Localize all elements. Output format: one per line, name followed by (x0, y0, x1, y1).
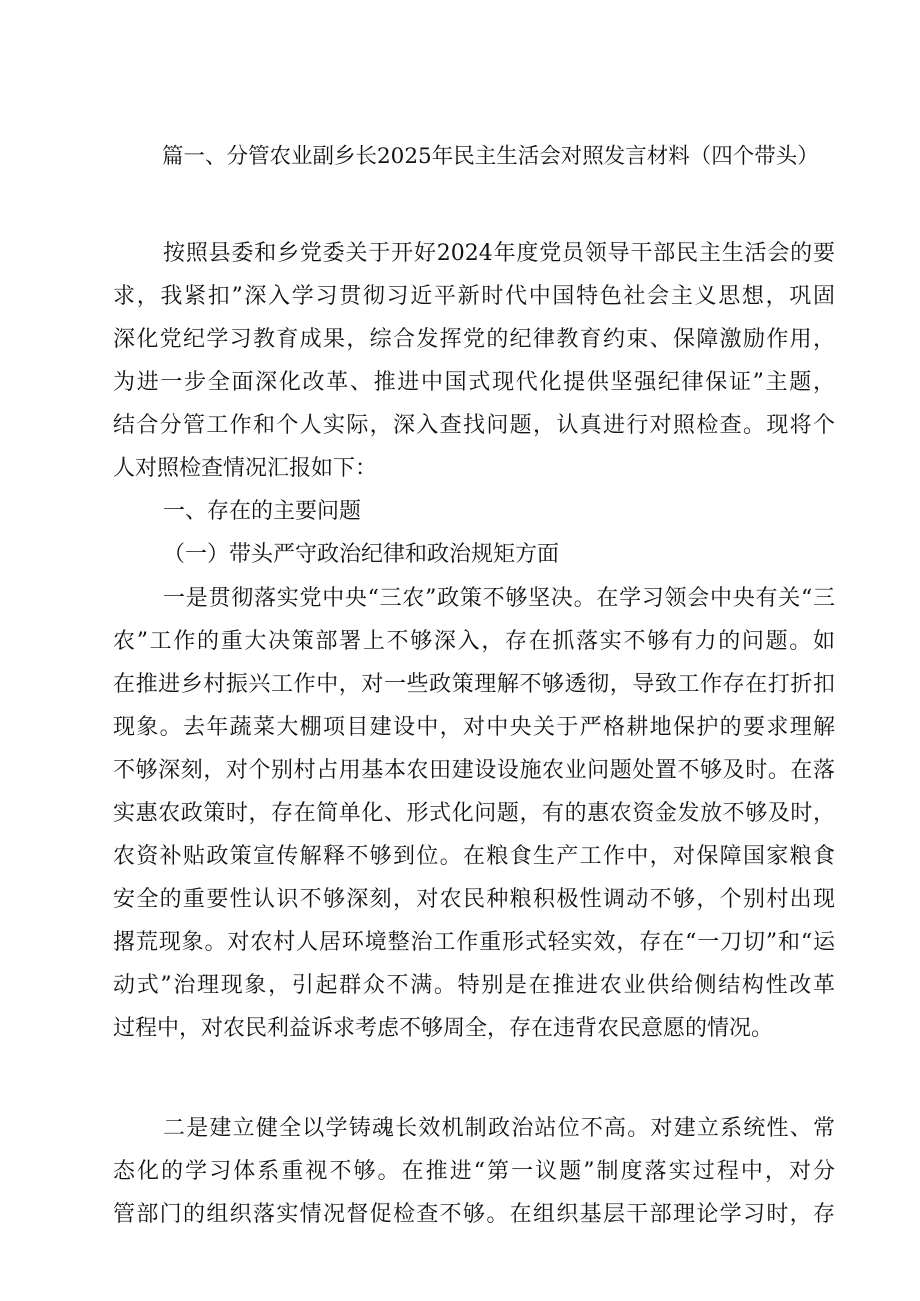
subsection-heading: （一）带头严守政治纪律和政治规矩方面 (163, 542, 560, 567)
paragraph-line: 动式”治理现象，引起群众不满。特别是在推进农业供给侧结构性改革 (113, 973, 835, 998)
paragraph-line: 实惠农政策时，存在简单化、形式化问题，有的惠农资金发放不够及时， (113, 801, 835, 826)
paragraph-line: 安全的重要性认识不够深刻，对农民种粮积极性调动不够，个别村出现 (113, 887, 835, 912)
paragraph-line: 结合分管工作和个人实际，深入查找问题，认真进行对照检查。现将个 (113, 413, 835, 438)
paragraph-line: 二是建立健全以学铸魂长效机制政治站位不高。对建立系统性、常 (163, 1116, 835, 1141)
paragraph-line: 在推进乡村振兴工作中，对一些政策理解不够透彻，导致工作存在打折扣 (113, 672, 835, 697)
paragraph-line: 求，我紧扣”深入学习贯彻习近平新时代中国特色社会主义思想，巩固 (113, 284, 835, 309)
paragraph-2 (113, 1107, 835, 1236)
paragraph-line: 人对照检查情况汇报如下： (113, 456, 378, 481)
paragraph-line: 深化党纪学习教育成果，综合发挥党的纪律教育约束、保障激励作用， (113, 327, 835, 352)
paragraph-line: 态化的学习体系重视不够。在推进“第一议题”制度落实过程中，对分 (113, 1159, 835, 1184)
document-title: 篇一、分管农业副乡长2025年民主生活会对照发言材料（四个带头） (162, 144, 819, 169)
paragraph-line: 一是贯彻落实党中央“三农”政策不够坚决。在学习领会中央有关“三 (163, 586, 835, 611)
paragraph-line: 不够深刻，对个别村占用基本农田建设设施农业问题处置不够及时。在落 (113, 758, 835, 783)
paragraph-line: 现象。去年蔬菜大棚项目建设中，对中央关于严格耕地保护的要求理解 (113, 715, 835, 740)
paragraph-line: 农”工作的重大决策部署上不够深入，存在抓落实不够有力的问题。如 (113, 629, 835, 654)
section-heading: 一、存在的主要问题 (163, 499, 362, 524)
paragraph-line: 管部门的组织落实情况督促检查不够。在组织基层干部理论学习时，存 (113, 1202, 835, 1227)
paragraph-line: 撂荒现象。对农村人居环境整治工作重形式轻实效，存在“一刀切”和“运 (113, 930, 835, 955)
paragraph-1 (113, 577, 835, 1050)
paragraph-line: 按照县委和乡党委关于开好2024年度党员领导干部民主生活会的要 (163, 241, 835, 266)
paragraph-line: 过程中，对农民利益诉求考虑不够周全，存在违背农民意愿的情况。 (113, 1016, 774, 1041)
paragraph-line: 农资补贴政策宣传解释不够到位。在粮食生产工作中，对保障国家粮食 (113, 844, 835, 869)
paragraph-line: 为进一步全面深化改革、推进中国式现代化提供坚强纪律保证”主题， (113, 370, 835, 395)
intro-paragraph (113, 232, 835, 490)
